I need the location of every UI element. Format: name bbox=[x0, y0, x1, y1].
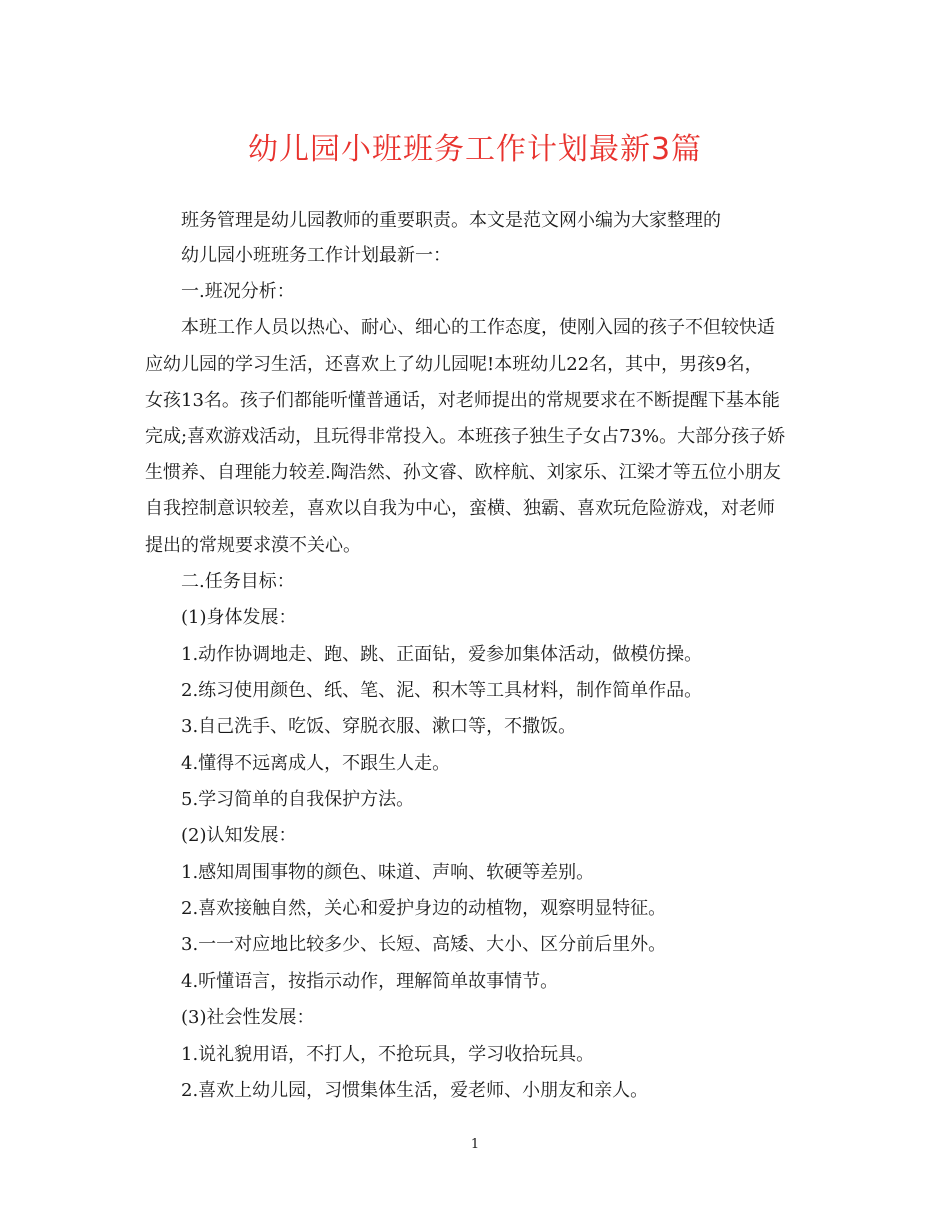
list-item: 4.懂得不远离成人，不跟生人走。 bbox=[181, 753, 451, 774]
paragraph-line: 本班工作人员以热心、耐心、细心的工作态度，使刚入园的孩子不但较快适 bbox=[181, 317, 775, 338]
list-item: 3.一一对应地比较多少、长短、高矮、大小、区分前后里外。 bbox=[181, 934, 667, 955]
intro-line: 班务管理是幼儿园教师的重要职责。本文是范文网小编为大家整理的 bbox=[181, 210, 721, 231]
paragraph-line: 完成;喜欢游戏活动，且玩得非常投入。本班孩子独生子女占73%。大部分孩子娇 bbox=[145, 426, 786, 447]
subsection-heading-physical: (1)身体发展： bbox=[181, 607, 297, 628]
document-title: 幼儿园小班班务工作计划最新3篇 bbox=[247, 132, 703, 167]
page-number: 1 bbox=[470, 1137, 480, 1152]
subsection-heading-cognitive: (2)认知发展： bbox=[181, 825, 297, 846]
paragraph-line: 自我控制意识较差，喜欢以自我为中心，蛮横、独霸、喜欢玩危险游戏，对老师 bbox=[145, 498, 775, 519]
list-item: 2.练习使用颜色、纸、笔、泥、积木等工具材料，制作简单作品。 bbox=[181, 680, 703, 701]
section-heading-class-analysis: 一.班况分析： bbox=[181, 281, 295, 302]
subsection-heading-social: (3)社会性发展： bbox=[181, 1007, 315, 1028]
list-item: 2.喜欢上幼儿园，习惯集体生活，爱老师、小朋友和亲人。 bbox=[181, 1080, 649, 1101]
list-item: 1.动作协调地走、跑、跳、正面钻，爱参加集体活动，做模仿操。 bbox=[181, 644, 703, 665]
plan-one-heading: 幼儿园小班班务工作计划最新一： bbox=[181, 245, 451, 266]
list-item: 1.说礼貌用语，不打人，不抢玩具，学习收拾玩具。 bbox=[181, 1044, 595, 1065]
list-item: 5.学习简单的自我保护方法。 bbox=[181, 789, 415, 810]
list-item: 1.感知周围事物的颜色、味道、声响、软硬等差别。 bbox=[181, 862, 595, 883]
section-heading-goals: 二.任务目标： bbox=[181, 571, 295, 592]
list-item: 3.自己洗手、吃饭、穿脱衣服、漱口等，不撒饭。 bbox=[181, 716, 577, 737]
list-item: 4.听懂语言，按指示动作，理解简单故事情节。 bbox=[181, 971, 559, 992]
paragraph-line: 生惯养、自理能力较差.陶浩然、孙文睿、欧梓航、刘家乐、江梁才等五位小朋友 bbox=[145, 462, 781, 483]
paragraph-line: 女孩13名。孩子们都能听懂普通话，对老师提出的常规要求在不断提醒下基本能 bbox=[145, 390, 780, 411]
paragraph-line: 应幼儿园的学习生活，还喜欢上了幼儿园呢!本班幼儿22名，其中，男孩9名， bbox=[145, 354, 763, 375]
paragraph-line: 提出的常规要求漠不关心。 bbox=[145, 535, 361, 556]
list-item: 2.喜欢接触自然，关心和爱护身边的动植物，观察明显特征。 bbox=[181, 898, 667, 919]
